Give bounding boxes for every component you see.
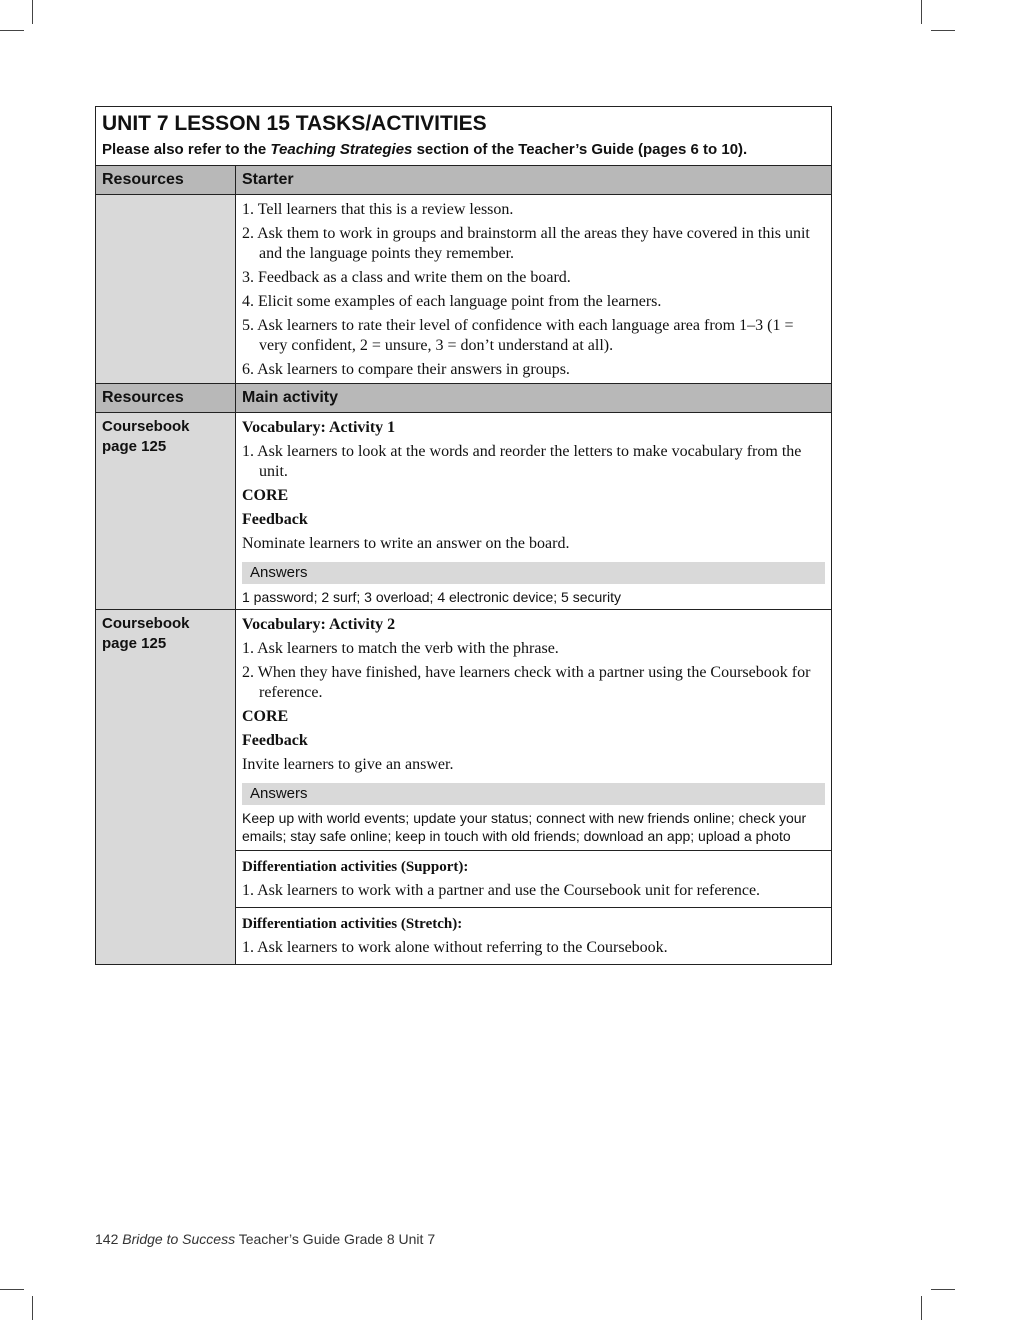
page-subtitle	[102, 140, 825, 160]
crop-mark	[0, 30, 24, 31]
stretch-step: 1. Ask learners to work alone without referring to the Coursebook.	[242, 939, 668, 956]
page-number: 142	[95, 1231, 119, 1247]
starter-steps	[236, 195, 831, 383]
support-step: 1. Ask learners to work with a partner and use the Coursebook unit for reference.	[242, 882, 761, 899]
crop-mark	[32, 1296, 33, 1320]
list-item: 2. Ask them to work in groups and brainstorm all the areas they have covered in this unit and the language points they remember.	[242, 225, 810, 262]
activity-title: Vocabulary: Activity 2	[242, 616, 396, 633]
page-footer	[95, 1231, 435, 1247]
activity-1-resource	[96, 413, 236, 609]
main-header-row	[96, 384, 831, 413]
resource-page: page 125	[102, 635, 167, 652]
crop-mark	[0, 1289, 24, 1290]
answers-text: Keep up with world events; update your status; connect with new friends online; check your emails; stay safe online; keep in touch with old friends; download an app; upload a photo	[242, 810, 807, 844]
resource-label: Coursebook	[102, 418, 190, 435]
subtitle-text: section of the Teacher’s Guide (pages 6 to 10).	[412, 141, 748, 158]
crop-mark	[32, 0, 33, 24]
list-item: 5. Ask learners to rate their level of confidence with each language area from 1–3 (1 = very confident, 2 = unsure, 3 = don’t understand at all).	[242, 317, 794, 354]
list-item: 6. Ask learners to compare their answers in groups.	[242, 361, 570, 378]
activity-2-content	[236, 610, 831, 964]
activity-2-row	[96, 610, 831, 964]
list-item: 4. Elicit some examples of each language point from the learners.	[242, 293, 662, 310]
footer-text: Teacher’s Guide Grade 8 Unit 7	[235, 1231, 436, 1247]
answers-header: Answers	[242, 783, 825, 805]
starter-heading: Starter	[236, 166, 831, 194]
book-title: Bridge to Success	[122, 1231, 236, 1247]
activity-1-row	[96, 413, 831, 610]
differentiation-stretch	[236, 907, 831, 964]
list-item: 1. Ask learners to look at the words and reorder the letters to make vocabulary from the unit.	[242, 443, 802, 480]
core-label: CORE	[242, 487, 289, 504]
differentiation-support	[236, 850, 831, 907]
main-activity-heading: Main activity	[236, 384, 831, 412]
crop-mark	[921, 0, 922, 24]
subtitle-text: Please also refer to the	[102, 141, 271, 158]
resource-label: Coursebook	[102, 615, 190, 632]
answers-header: Answers	[242, 562, 825, 584]
stretch-title: Differentiation activities (Stretch):	[242, 916, 463, 932]
feedback-label: Feedback	[242, 732, 308, 749]
resources-cell	[96, 195, 236, 383]
title-block	[96, 107, 831, 166]
support-title: Differentiation activities (Support):	[242, 859, 469, 875]
page-title: UNIT 7 LESSON 15 TASKS/ACTIVITIES	[102, 112, 487, 135]
list-item: 2. When they have finished, have learners check with a partner using the Coursebook for reference.	[242, 664, 811, 701]
subtitle-italic: Teaching Strategies	[270, 141, 413, 158]
crop-mark	[931, 30, 955, 31]
crop-mark	[921, 1296, 922, 1320]
activity-title: Vocabulary: Activity 1	[242, 419, 396, 436]
feedback-label: Feedback	[242, 511, 308, 528]
activity-2-resource	[96, 610, 236, 964]
feedback-text: Invite learners to give an answer.	[242, 756, 454, 773]
crop-mark	[931, 1289, 955, 1290]
list-item: 1. Tell learners that this is a review lesson.	[242, 201, 514, 218]
starter-header-row	[96, 166, 831, 195]
resources-header: Resources	[96, 166, 236, 194]
resource-page: page 125	[102, 438, 167, 455]
list-item: 1. Ask learners to match the verb with the phrase.	[242, 640, 559, 657]
lesson-table	[95, 106, 832, 965]
core-label: CORE	[242, 708, 289, 725]
starter-content-row	[96, 195, 831, 384]
answers-text: 1 password; 2 surf; 3 overload; 4 electronic device; 5 security	[242, 589, 621, 605]
resources-header: Resources	[96, 384, 236, 412]
feedback-text: Nominate learners to write an answer on the board.	[242, 535, 570, 552]
activity-1-content	[236, 413, 831, 609]
list-item: 3. Feedback as a class and write them on the board.	[242, 269, 571, 286]
